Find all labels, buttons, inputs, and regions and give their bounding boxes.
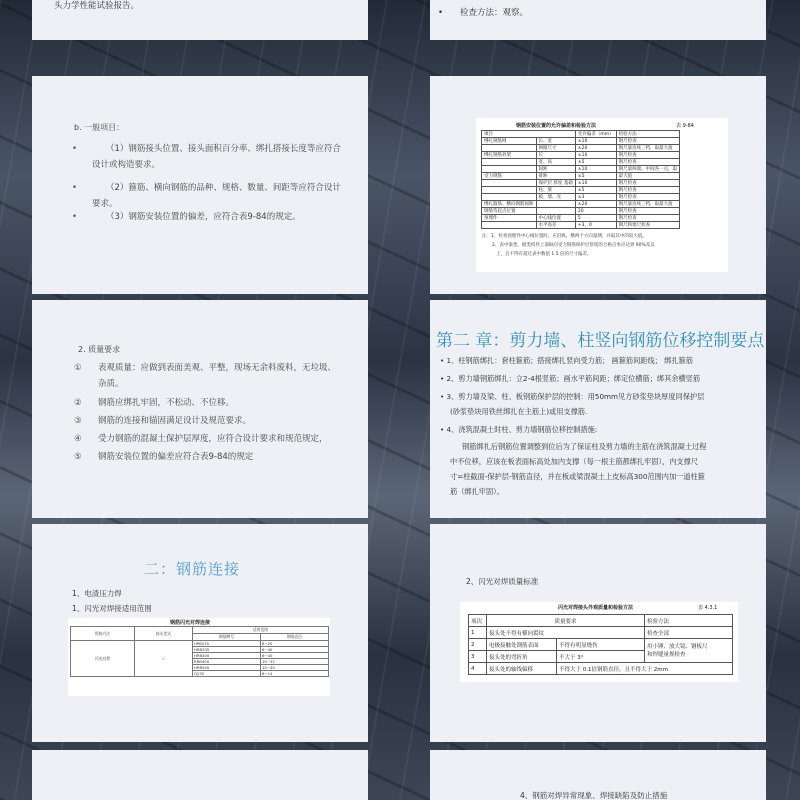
header-cell: 接头型式 xyxy=(135,627,193,641)
cell xyxy=(482,166,537,173)
cell: RRB400 xyxy=(193,659,261,665)
cell: ±5 xyxy=(575,173,616,180)
cell: 钢筋弯起点位置 xyxy=(482,208,537,215)
bullet-icon: • xyxy=(72,144,78,154)
cell: ±10 xyxy=(575,180,616,187)
cell: 间距 xyxy=(536,166,575,173)
header-cell: 项目 xyxy=(482,131,576,138)
item-text: （3）钢筋安装位置的偏差，应符合表9-84的规定。 xyxy=(106,212,301,222)
cell: Q235 xyxy=(193,671,261,677)
cell: ±10 xyxy=(575,152,616,159)
bullet-icon: • xyxy=(440,356,445,365)
cell xyxy=(482,180,537,187)
cell: 钢尺量连续三档，取最大值 xyxy=(616,145,680,152)
cell: 钢尺检查 xyxy=(616,194,680,201)
cell: 网眼尺寸 xyxy=(536,145,575,152)
cell: ±10 xyxy=(575,166,616,173)
slide-10 xyxy=(430,750,766,800)
cell: 钢尺和塞尺检查 xyxy=(616,222,680,229)
para-line: 筋（绑扎牢固）。 xyxy=(450,487,504,496)
cell xyxy=(482,159,537,166)
cell: HRB335 xyxy=(193,647,261,653)
cell: 中心线位置 xyxy=(536,215,575,222)
slide-3-item-3 xyxy=(72,209,301,225)
cell: 闪光对焊 xyxy=(71,641,135,677)
cell: 10~32 xyxy=(261,659,329,665)
cell: 绑扎钢筋网 xyxy=(482,138,537,145)
list-item xyxy=(440,422,706,437)
cell: 受力钢筋 xyxy=(482,173,537,180)
list-item xyxy=(440,389,706,404)
cell: HRB500 xyxy=(193,665,261,671)
cell-line: 用小锤、放大镜、钢板尺 xyxy=(647,643,708,650)
cell: 绑扎箍筋、横向钢筋间距 xyxy=(482,201,537,208)
slide-2-text: 检查方法：观察。 xyxy=(460,8,529,18)
item-text: 钢筋应绑扎牢固，不松动、不位移。 xyxy=(98,398,235,408)
cell xyxy=(482,145,537,152)
note-line: 上，且不得有超过表中数值 1.5 倍的尺寸偏差。 xyxy=(496,252,592,257)
slide-9 xyxy=(32,750,368,800)
slide-10-text: 4、钢筋对焊异常现象、焊接缺陷及防止措施 xyxy=(520,791,668,800)
list-item xyxy=(440,371,706,386)
item-text: 2、剪力墙钢筋绑扎：立2-4根竖筋；画水平筋间距；绑定位横筋；绑其余横竖筋 xyxy=(446,374,701,383)
bullet-icon: • xyxy=(440,425,445,434)
slide-8-heading: 2、闪光对焊质量标准 xyxy=(466,577,539,586)
slide-2-bullet: • xyxy=(438,8,444,18)
number-icon: ⑤ xyxy=(74,452,82,462)
cell: 电极接触处钢筋表面 xyxy=(487,639,557,651)
number-icon: ④ xyxy=(74,434,82,444)
cell: 钢尺检查 xyxy=(616,208,680,215)
header-cell: 允许偏差（mm） xyxy=(575,131,616,138)
table-row xyxy=(482,194,680,201)
tolerance-table xyxy=(481,130,680,229)
slide-3-heading: b. 一般项目： xyxy=(74,123,125,132)
cell xyxy=(482,194,537,201)
item-cont: 杂质。 xyxy=(98,379,124,389)
number-icon: ② xyxy=(74,398,82,408)
table-number: 表 4.3.1 xyxy=(698,605,718,611)
cell: 2 xyxy=(469,639,487,651)
cell: +3，0 xyxy=(575,222,616,229)
slide-4 xyxy=(430,76,766,294)
cell: ±5 xyxy=(575,187,616,194)
cell: ±20 xyxy=(575,201,616,208)
cell: 8~20 xyxy=(261,641,329,647)
line-2: 1、闪光对焊接适用范围 xyxy=(72,604,152,613)
slide-2 xyxy=(430,0,766,40)
table-row xyxy=(482,187,680,194)
table-row xyxy=(482,159,680,166)
cell: 宽、高 xyxy=(536,159,575,166)
para-line: 中不位移，应该在板表面标高处加内支撑（每一根主筋都绑扎牢固），内支撑尺 xyxy=(450,457,698,466)
header-cell: 适用范围 xyxy=(193,627,329,634)
header-cell: 焊接方法 xyxy=(71,627,135,641)
cell: 预埋件 xyxy=(482,215,537,222)
chapter-title: 第二 章：剪力墙、柱竖向钢筋位移控制要点 xyxy=(436,331,765,351)
cell: 6~14 xyxy=(261,671,329,677)
header-cell: 钢筋直径 xyxy=(261,634,329,641)
item-text: 钢筋的连接和锚固满足设计及规范要求。 xyxy=(98,416,252,426)
header-cell: 钢筋牌号 xyxy=(193,634,261,641)
table-row xyxy=(482,180,680,187)
cell: 6~40 xyxy=(261,647,329,653)
cell: 长 xyxy=(536,152,575,159)
cell: ±10 xyxy=(575,138,616,145)
cell: ±20 xyxy=(575,145,616,152)
line-1: 1、电渣压力焊 xyxy=(72,589,122,598)
slide-5-item-1 xyxy=(74,360,336,392)
cell: HPB235 xyxy=(193,641,261,647)
cell-line: 和焊缝量规检查 xyxy=(647,651,686,658)
bullet-icon: • xyxy=(72,183,78,193)
cell: 不大于 3° xyxy=(557,651,645,663)
slide-7 xyxy=(32,524,368,742)
section-title: 二：钢筋连接 xyxy=(144,560,241,578)
cell: ±5 xyxy=(575,159,616,166)
cell: 钢尺检查 xyxy=(616,159,680,166)
item-text: （1）钢筋接头位置、接头面积百分率、绑扎搭接长度等应符合 xyxy=(106,144,341,154)
item-cont: 设计或构造要求。 xyxy=(92,160,161,170)
cell: 保护层 厚度 基础 xyxy=(536,180,575,187)
item-text: 3、剪力墙及梁、柱、板钢筋保护层的控制：用50mm见方砂浆垫块厚度同保护层 xyxy=(446,392,705,401)
cell: 4 xyxy=(469,663,487,675)
slide-1-text: 头力学性能试验报告。 xyxy=(54,1,140,11)
slide-5-item-4 xyxy=(74,431,328,447)
slide-6-list xyxy=(440,353,706,499)
cell: 20 xyxy=(575,208,616,215)
cell xyxy=(645,639,733,663)
table-image xyxy=(476,118,728,272)
table-row xyxy=(482,222,680,229)
check-icon: ✓ xyxy=(135,641,193,677)
header-cell: 质量要求 xyxy=(487,615,645,627)
table-image xyxy=(460,602,738,682)
cell: 水平高差 xyxy=(536,222,575,229)
table-row xyxy=(482,201,680,208)
table-row xyxy=(482,152,680,159)
cell: 柱、梁 xyxy=(536,187,575,194)
table-number: 表 9-84 xyxy=(676,123,694,129)
cell: ±3 xyxy=(575,194,616,201)
cell: 10~40 xyxy=(261,665,329,671)
table-row xyxy=(482,138,680,145)
cell: 6~40 xyxy=(261,653,329,659)
slide-5-heading: 2. 质量要求 xyxy=(78,345,121,354)
cell: 不得有明显烧伤 xyxy=(557,639,645,651)
table-row xyxy=(482,166,680,173)
cell: 接头处的弯折角 xyxy=(487,651,557,663)
welding-table xyxy=(70,626,329,677)
slide-6 xyxy=(430,300,766,518)
table-row xyxy=(482,145,680,152)
table-header xyxy=(482,131,680,138)
slide-5-item-2 xyxy=(74,395,234,411)
quality-table xyxy=(468,614,733,675)
note-line: 2、表中梁类、板类构件上部纵向受力钢筋保护层厚度的合格点率应达到 90%及以 xyxy=(492,243,655,248)
header-cell: 检验方法 xyxy=(645,615,733,627)
cell xyxy=(482,187,537,194)
cell: 钢尺检查 xyxy=(616,215,680,222)
slide-7-lines xyxy=(72,586,152,616)
header-cell: 项次 xyxy=(469,615,487,627)
cell: 5 xyxy=(575,215,616,222)
item-text: 受力钢筋的混凝土保护层厚度，应符合设计要求和规范规定， xyxy=(98,434,328,444)
item-text: 钢筋安装位置的偏差应符合表9-84的规定 xyxy=(98,452,254,462)
cell: 1 xyxy=(469,627,487,639)
bullet-icon: • xyxy=(72,212,78,222)
para-line: 钢筋绑扎后钢筋位置调整到位后为了保证柱及剪力墙的主筋在浇筑混凝土过程 xyxy=(462,442,707,451)
cell: 接头处不得有横向裂纹 xyxy=(487,627,645,639)
cell: 检查全部 xyxy=(645,627,733,639)
table-row xyxy=(482,215,680,222)
slide-1 xyxy=(32,0,368,40)
cell: 绑扎钢筋骨架 xyxy=(482,152,537,159)
cell: 排距 xyxy=(536,173,575,180)
cell xyxy=(536,201,575,208)
item-cont: (砂浆垫块用铁丝绑扎在主筋上)或用支撑筋. xyxy=(450,407,588,416)
cell xyxy=(536,208,575,215)
slide-8 xyxy=(430,524,766,742)
table-title: 钢筋安装位置的允许偏差和检验方法 xyxy=(516,123,597,129)
cell: 最大值 xyxy=(616,173,680,180)
table-title: 钢筋闪光对焊连接 xyxy=(170,620,211,626)
cell: 钢尺检查 xyxy=(616,180,680,187)
item-cont: 要求。 xyxy=(92,199,118,209)
cell: 长、宽 xyxy=(536,138,575,145)
cell: 3 xyxy=(469,651,487,663)
list-item xyxy=(440,353,706,368)
item-text: （2）箍筋、横向钢筋的品种、规格、数量、间距等应符合设计 xyxy=(106,183,341,193)
header-cell: 检验方法 xyxy=(616,131,680,138)
table-image xyxy=(68,618,330,696)
cell: 板、墙、壳 xyxy=(536,194,575,201)
slide-5 xyxy=(32,300,368,518)
table-row xyxy=(482,208,680,215)
slide-5-item-3 xyxy=(74,413,251,429)
number-icon: ③ xyxy=(74,416,82,426)
slide-5-item-5 xyxy=(74,449,253,465)
note-line: 注：1、检查预埋件中心线位置时，应沿纵、横两个方向量测，并取其中的较大值。 xyxy=(482,234,647,239)
cell: 不得大于 0.1倍钢筋直径，且不得大于 2mm xyxy=(557,663,733,675)
table-notes xyxy=(482,232,727,259)
item-text: 1、柱钢筋绑扎：套柱箍筋；搭接绑扎竖向受力筋； 画箍筋间距线； 绑扎箍筋 xyxy=(446,356,693,365)
para-line: 寸=柱截面-保护层-钢筋直径，并在板或梁混凝土上皮标高300范围内加一道柱箍 xyxy=(450,472,705,481)
item-text: 4、浇筑混凝土时柱、剪力墙钢筋位移控制措施: xyxy=(446,425,598,434)
slide-3 xyxy=(32,76,368,294)
cell: 接头处的轴线偏移 xyxy=(487,663,557,675)
cell: 钢尺量连续三档，取最大值 xyxy=(616,201,680,208)
slide-3-item-2 xyxy=(72,180,341,212)
cell: 钢尺检查 xyxy=(616,152,680,159)
slide-3-item-1 xyxy=(72,141,341,173)
number-icon: ① xyxy=(74,363,82,373)
cell: 钢尺检查 xyxy=(616,138,680,145)
table-title: 闪光对焊接头外观质量和检验方法 xyxy=(558,605,634,611)
item-text: 表观质量：应做到表面美观、平整，现场无余料废料，无垃圾、 xyxy=(98,363,337,373)
cell: 钢尺检查 xyxy=(616,187,680,194)
bullet-icon: • xyxy=(440,374,445,383)
cell xyxy=(482,222,537,229)
bullet-icon: • xyxy=(440,392,445,401)
cell: 钢尺量两端、中间各一点，取 xyxy=(616,166,680,173)
table-row xyxy=(482,173,680,180)
cell: HRB400 xyxy=(193,653,261,659)
